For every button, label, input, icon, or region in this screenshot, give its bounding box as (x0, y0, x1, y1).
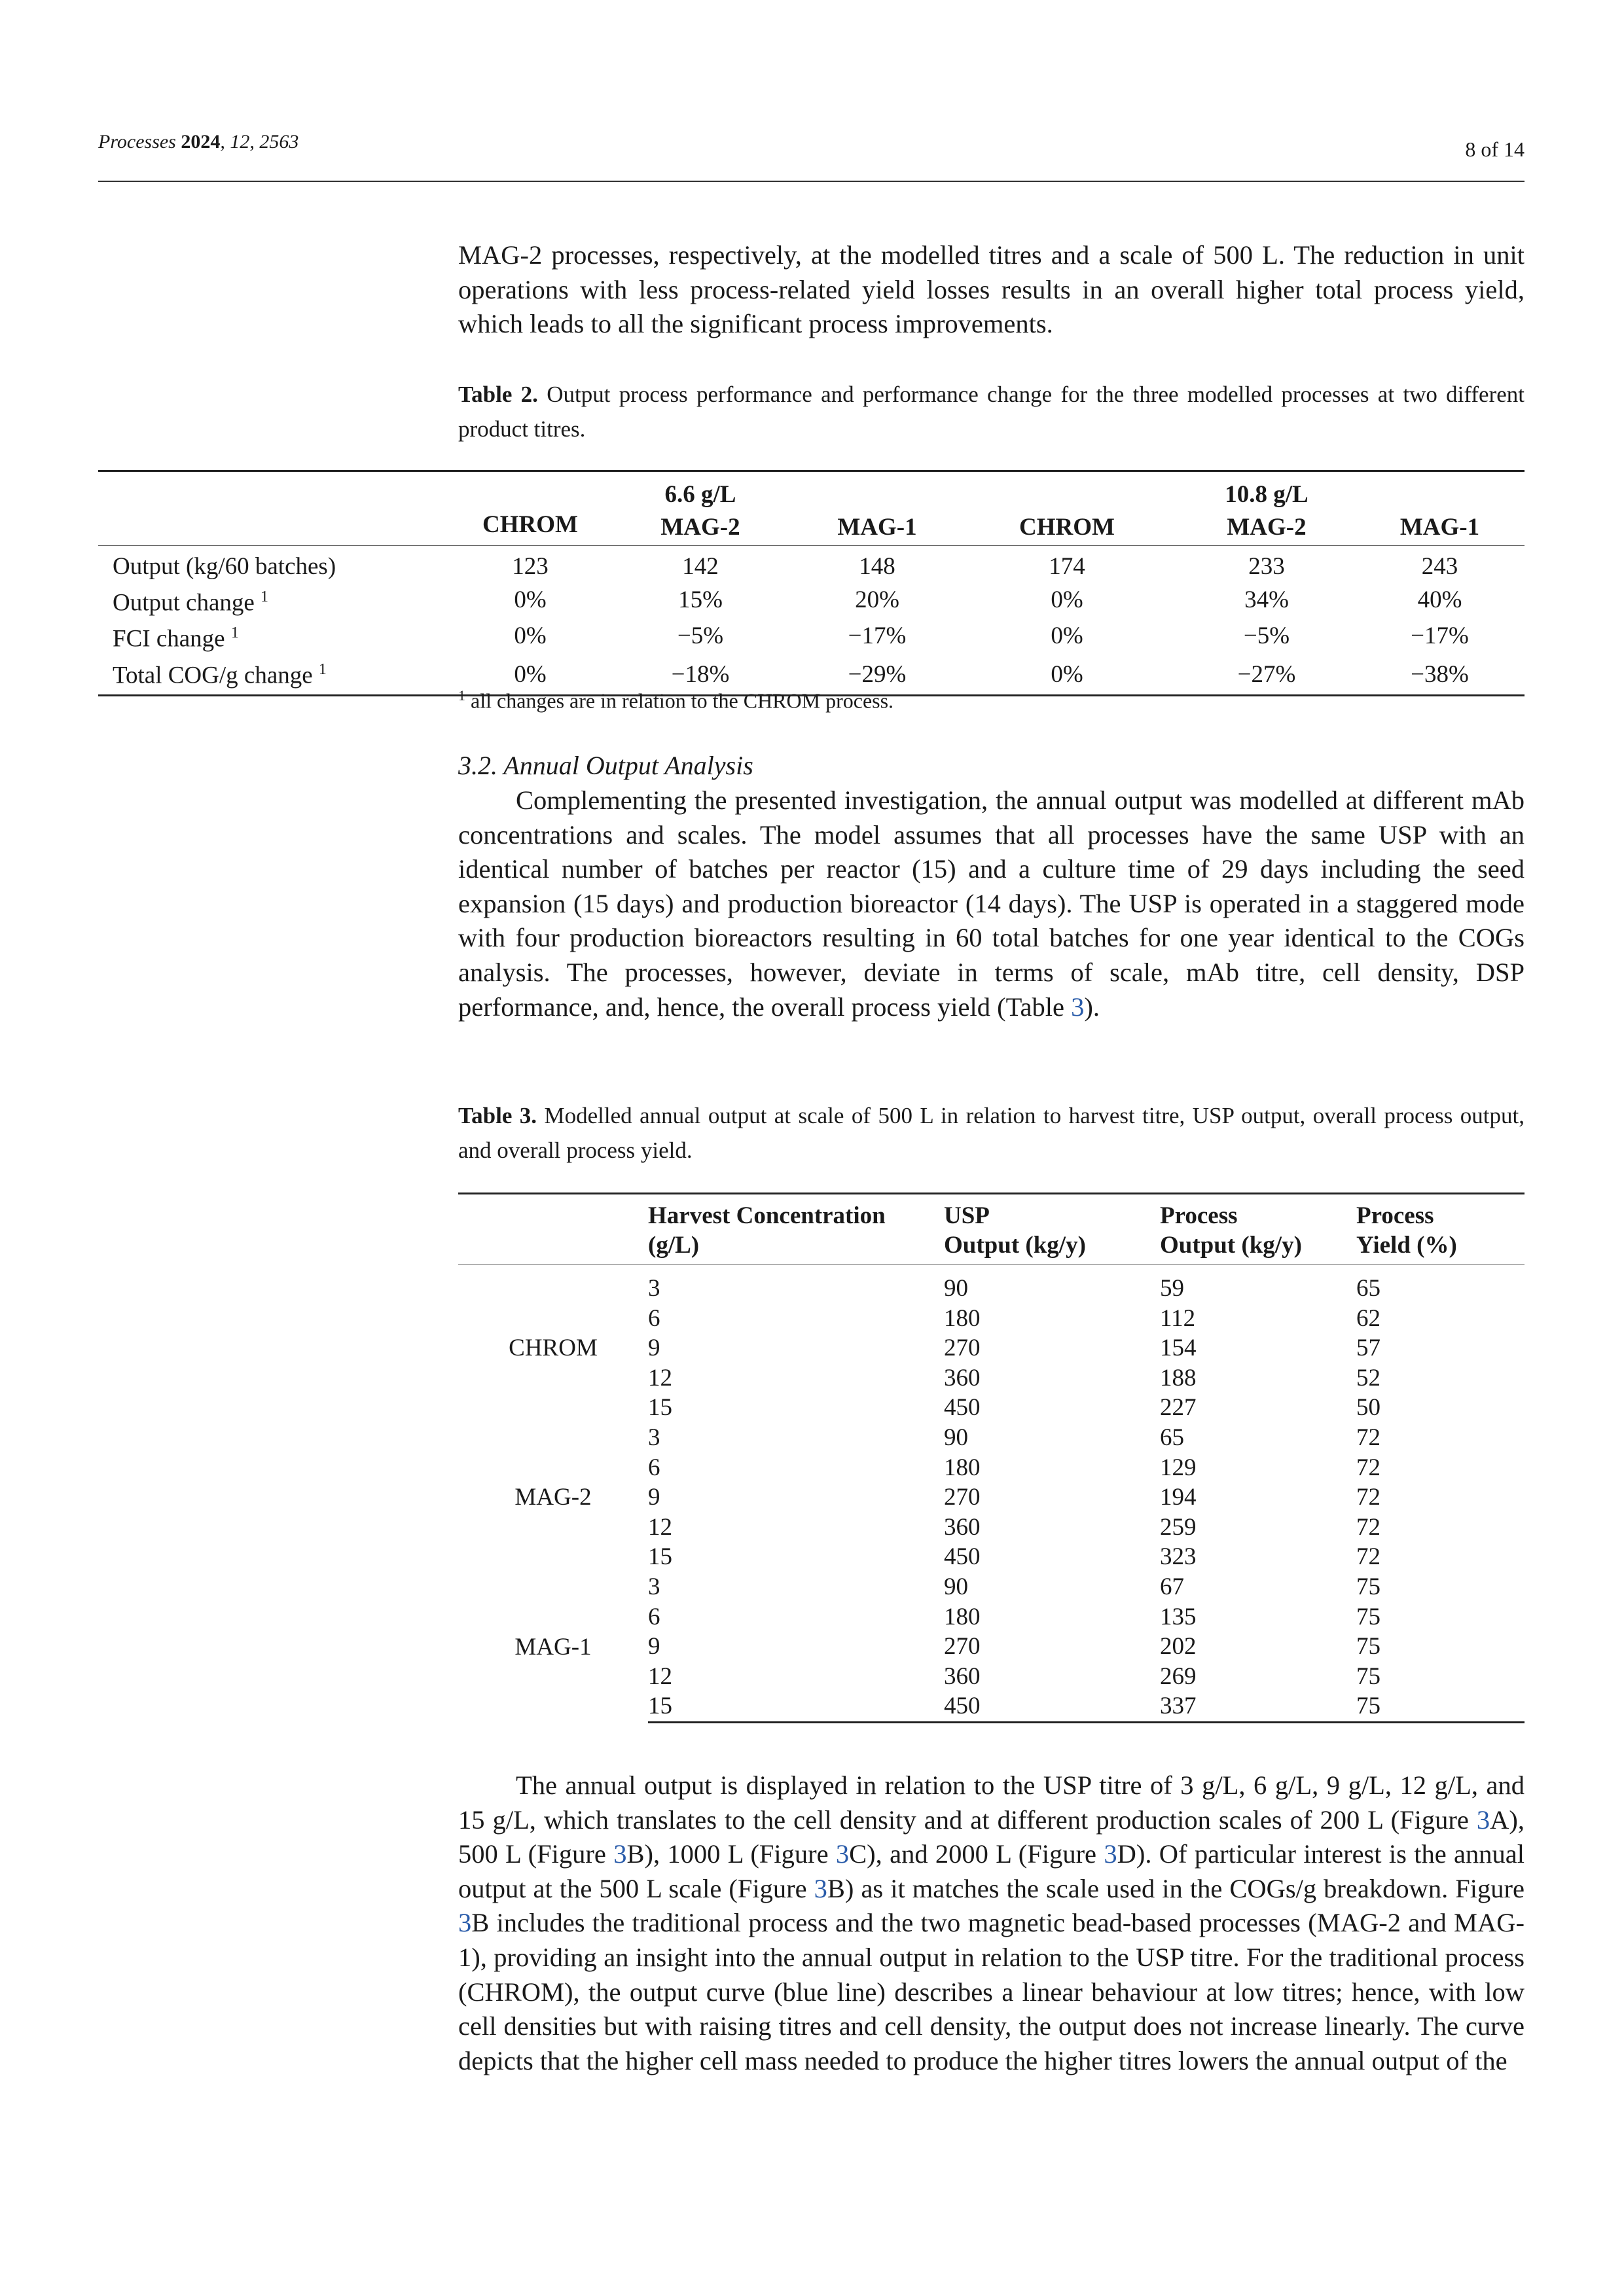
footnote-mark: 1 (261, 588, 269, 605)
table-cell: −38% (1411, 660, 1469, 688)
figure-reference-link[interactable]: 3 (1476, 1804, 1490, 1835)
table-cell: 72 (1356, 1454, 1380, 1481)
table3-body (458, 1265, 1525, 1723)
table-cell: 233 (1248, 553, 1285, 580)
table-cell: 202 (1160, 1633, 1197, 1660)
table-cell: 323 (1160, 1543, 1197, 1571)
table-row (458, 1423, 1525, 1453)
intro-paragraph: MAG-2 processes, respectively, at the modelled titres and a scale of 500 L. The reduction in unit operations with less process-related yield losses results in an overall higher total process yield, which leads to all the significant process improvements. (458, 240, 1525, 339)
table-cell: −17% (1411, 622, 1469, 650)
figure-reference-link[interactable]: 3 (1104, 1839, 1117, 1869)
figure-reference-link[interactable]: 3 (458, 1908, 472, 1938)
table-cell: 450 (944, 1394, 981, 1422)
group-label: MAG-1 (514, 1633, 592, 1660)
table-cell: 154 (1160, 1335, 1197, 1362)
table2-caption-text: Output process performance and performance change for the three modelled processes at two different product titres. (458, 382, 1525, 442)
footnote-mark: 1 (230, 624, 239, 642)
table-cell: 3 (648, 1275, 660, 1302)
table-cell: 360 (944, 1662, 981, 1690)
table2-col-header: MAG-1 (837, 514, 917, 541)
table-cell: 75 (1356, 1633, 1380, 1660)
table-reference-link[interactable]: 3 (1071, 992, 1085, 1022)
table-cell: −29% (848, 660, 907, 688)
section-paragraph (458, 783, 1525, 1024)
row-label: Output (kg/60 batches) (113, 553, 336, 580)
table-cell: 90 (944, 1275, 968, 1302)
table-cell: 34% (1244, 586, 1289, 614)
closing-block (458, 1768, 1525, 2078)
table3-col-header: Process Output (kg/y) (1160, 1194, 1356, 1265)
table-cell: −18% (671, 660, 730, 688)
table3-caption-block (458, 1098, 1525, 1168)
table-cell: 135 (1160, 1603, 1197, 1630)
table-cell: 9 (648, 1335, 660, 1362)
table2-caption (458, 377, 1525, 446)
table-cell: 3 (648, 1424, 660, 1451)
section-title: 3.2. Annual Output Analysis (458, 751, 753, 780)
table-cell: 180 (944, 1454, 981, 1481)
table-row (458, 1265, 1525, 1304)
table2-col-header: MAG-2 (660, 514, 740, 541)
table-cell: 0% (1051, 622, 1083, 650)
table-cell: 12 (648, 1513, 672, 1541)
table-cell: 142 (682, 553, 719, 580)
table-cell: 72 (1356, 1543, 1380, 1571)
journal-name: Processes (98, 131, 176, 152)
table-cell: 0% (514, 660, 547, 688)
table-cell: 188 (1160, 1364, 1197, 1391)
table-cell: 40% (1417, 586, 1462, 614)
section-3-2 (458, 750, 1525, 1024)
page-number: 8 of 14 (1465, 137, 1525, 161)
table2-group-10-8: 10.8 g/L (1225, 481, 1308, 508)
table-row (98, 618, 1525, 654)
table-cell: 9 (648, 1484, 660, 1511)
table3-col-header: USP Output (kg/y) (944, 1194, 1160, 1265)
paragraph-text: C), and 2000 L (Figure (849, 1839, 1104, 1869)
table2-col-header: MAG-2 (1227, 514, 1307, 541)
table-cell: 90 (944, 1424, 968, 1451)
table-cell: −5% (677, 622, 724, 650)
table-cell: 65 (1160, 1424, 1184, 1451)
table-cell: 52 (1356, 1364, 1380, 1391)
paragraph-text: Complementing the presented investigation, the annual output was modelled at different mAb concentrations and scales. The model assumes that all processes have the same USP with an identical number of batches per reactor (15) and a culture time of 29 days including the seed expansion (15 days) and production bioreactor (14 days). The USP is operated in a staggered mode with four production bioreactors resulting in 60 total batches for one year identical to the COGs analysis. The processes, however, deviate in terms of scale, mAb titre, cell density, DSP performance, and, hence, the overall process yield (Table (458, 785, 1525, 1022)
table-cell: 270 (944, 1484, 981, 1511)
table-cell: 62 (1356, 1304, 1380, 1332)
table-cell: 0% (514, 586, 547, 614)
table-cell: 259 (1160, 1513, 1197, 1541)
running-header (98, 131, 298, 153)
journal-year: 2024 (181, 131, 221, 152)
table-row (458, 1572, 1525, 1602)
table-cell: 12 (648, 1662, 672, 1690)
table-row (98, 582, 1525, 618)
paragraph-text: The annual output is displayed in relation to the USP titre of 3 g/L, 6 g/L, 9 g/L, 12 g/L, and 15 g/L, which translates to the cell density and at different production scales of 200 L (Figure (458, 1770, 1525, 1835)
table2-col-header: MAG-1 (1399, 514, 1480, 541)
table-cell: 360 (944, 1513, 981, 1541)
table3-caption-label: Table 3. (458, 1103, 537, 1128)
table2-col-header: CHROM (482, 511, 578, 538)
table-cell: 15 (648, 1394, 672, 1422)
table-cell: 72 (1356, 1513, 1380, 1541)
header-divider (98, 181, 1525, 182)
table-cell: 6 (648, 1304, 660, 1332)
table-cell: 12 (648, 1364, 672, 1391)
table-cell: 0% (1051, 586, 1083, 614)
table-cell: 75 (1356, 1662, 1380, 1690)
table-cell: −5% (1243, 622, 1290, 650)
table-cell: 65 (1356, 1275, 1380, 1302)
table-cell: 194 (1160, 1484, 1197, 1511)
row-label: FCI change (113, 625, 225, 653)
table-cell: 243 (1421, 553, 1458, 580)
table2-col-header: CHROM (1019, 514, 1115, 541)
table-cell: 75 (1356, 1603, 1380, 1630)
table-row (98, 546, 1525, 583)
table3-caption-text: Modelled annual output at scale of 500 L in relation to harvest titre, USP output, overall process output, and overall process yield. (458, 1103, 1525, 1163)
table2-caption-block (458, 377, 1525, 446)
table3-col-header: Process Yield (%) (1356, 1194, 1525, 1265)
paragraph-text: B) as it matches the scale used in the COGs/g breakdown. Figure (827, 1873, 1525, 1903)
table-cell: 269 (1160, 1662, 1197, 1690)
group-label: CHROM (509, 1335, 598, 1362)
table2-group-6-6: 6.6 g/L (664, 481, 736, 508)
paragraph-text: A), 500 L (Figure (458, 1804, 1525, 1869)
table3-caption (458, 1098, 1525, 1168)
table-cell: 15 (648, 1543, 672, 1571)
table-cell: 6 (648, 1603, 660, 1630)
table-cell: 270 (944, 1335, 981, 1362)
table3-col-header: Harvest Concentration (g/L) (648, 1194, 944, 1265)
table-cell: 75 (1356, 1573, 1380, 1600)
paragraph-text: D). Of particular interest is the annual output at the 500 L scale (Figure (458, 1839, 1525, 1903)
table-cell: 123 (512, 553, 549, 580)
paragraph-text: B includes the traditional process and the two magnetic bead-based processes (MAG-2 and MAG-1), providing an insight into the annual output in relation to the USP titre. For the traditional process (CHROM), the output curve (blue line) describes a linear behaviour at low titres; hence, with low cell densities but with raising titres and cell density, the output does not increase linearly. The curve depicts that the higher cell mass needed to produce the higher titres lowers the annual output of the (458, 1908, 1525, 2075)
figure-reference-link[interactable]: 3 (814, 1873, 827, 1903)
table-cell: 0% (1051, 660, 1083, 688)
table-cell: 180 (944, 1304, 981, 1332)
footnote-mark: 1 (458, 687, 465, 704)
table-cell: 15% (678, 586, 723, 614)
journal-volume: , 12, 2563 (220, 131, 299, 152)
table-cell: 112 (1160, 1304, 1196, 1332)
table3 (458, 1193, 1525, 1723)
table-cell: 20% (855, 586, 899, 614)
table-cell: 180 (944, 1603, 981, 1630)
table-cell: 50 (1356, 1394, 1380, 1422)
table-cell: 67 (1160, 1573, 1184, 1600)
table2-caption-label: Table 2. (458, 382, 538, 407)
table-cell: 270 (944, 1633, 981, 1660)
table-cell: 75 (1356, 1691, 1525, 1722)
table-cell: 227 (1160, 1394, 1197, 1422)
table-cell: 57 (1356, 1335, 1380, 1362)
table-cell: 15 (648, 1691, 944, 1722)
table-cell: 174 (1049, 553, 1085, 580)
table-cell: 9 (648, 1633, 660, 1660)
group-label: MAG-2 (514, 1484, 592, 1511)
table-cell: 72 (1356, 1424, 1380, 1451)
table-cell: 129 (1160, 1454, 1197, 1481)
intro-block (458, 238, 1525, 342)
table-cell: 72 (1356, 1484, 1380, 1511)
paragraph-text: B), 1000 L (Figure (626, 1839, 836, 1869)
table2-footnote (458, 687, 1525, 713)
paragraph-text: ). (1084, 992, 1100, 1022)
table-cell: 0% (514, 622, 547, 650)
table-cell: 148 (859, 553, 895, 580)
row-label: Total COG/g change (113, 661, 313, 689)
figure-reference-link[interactable]: 3 (835, 1839, 850, 1869)
footnote-mark: 1 (318, 660, 327, 678)
table-cell: 90 (944, 1573, 968, 1600)
closing-paragraph (458, 1768, 1525, 2078)
table-cell: 337 (1160, 1691, 1356, 1722)
table-cell: 360 (944, 1364, 981, 1391)
table2 (98, 470, 1525, 696)
table-cell: 59 (1160, 1275, 1184, 1302)
table-cell: 3 (648, 1573, 660, 1600)
table-cell: 6 (648, 1454, 660, 1481)
figure-reference-link[interactable]: 3 (613, 1839, 627, 1869)
table-cell: 450 (944, 1691, 1160, 1722)
table-cell: −17% (848, 622, 907, 650)
row-label: Output change (113, 589, 255, 617)
table-cell: −27% (1237, 660, 1296, 688)
table-cell: 450 (944, 1543, 981, 1571)
footnote-text: all changes are in relation to the CHROM process. (471, 689, 894, 713)
